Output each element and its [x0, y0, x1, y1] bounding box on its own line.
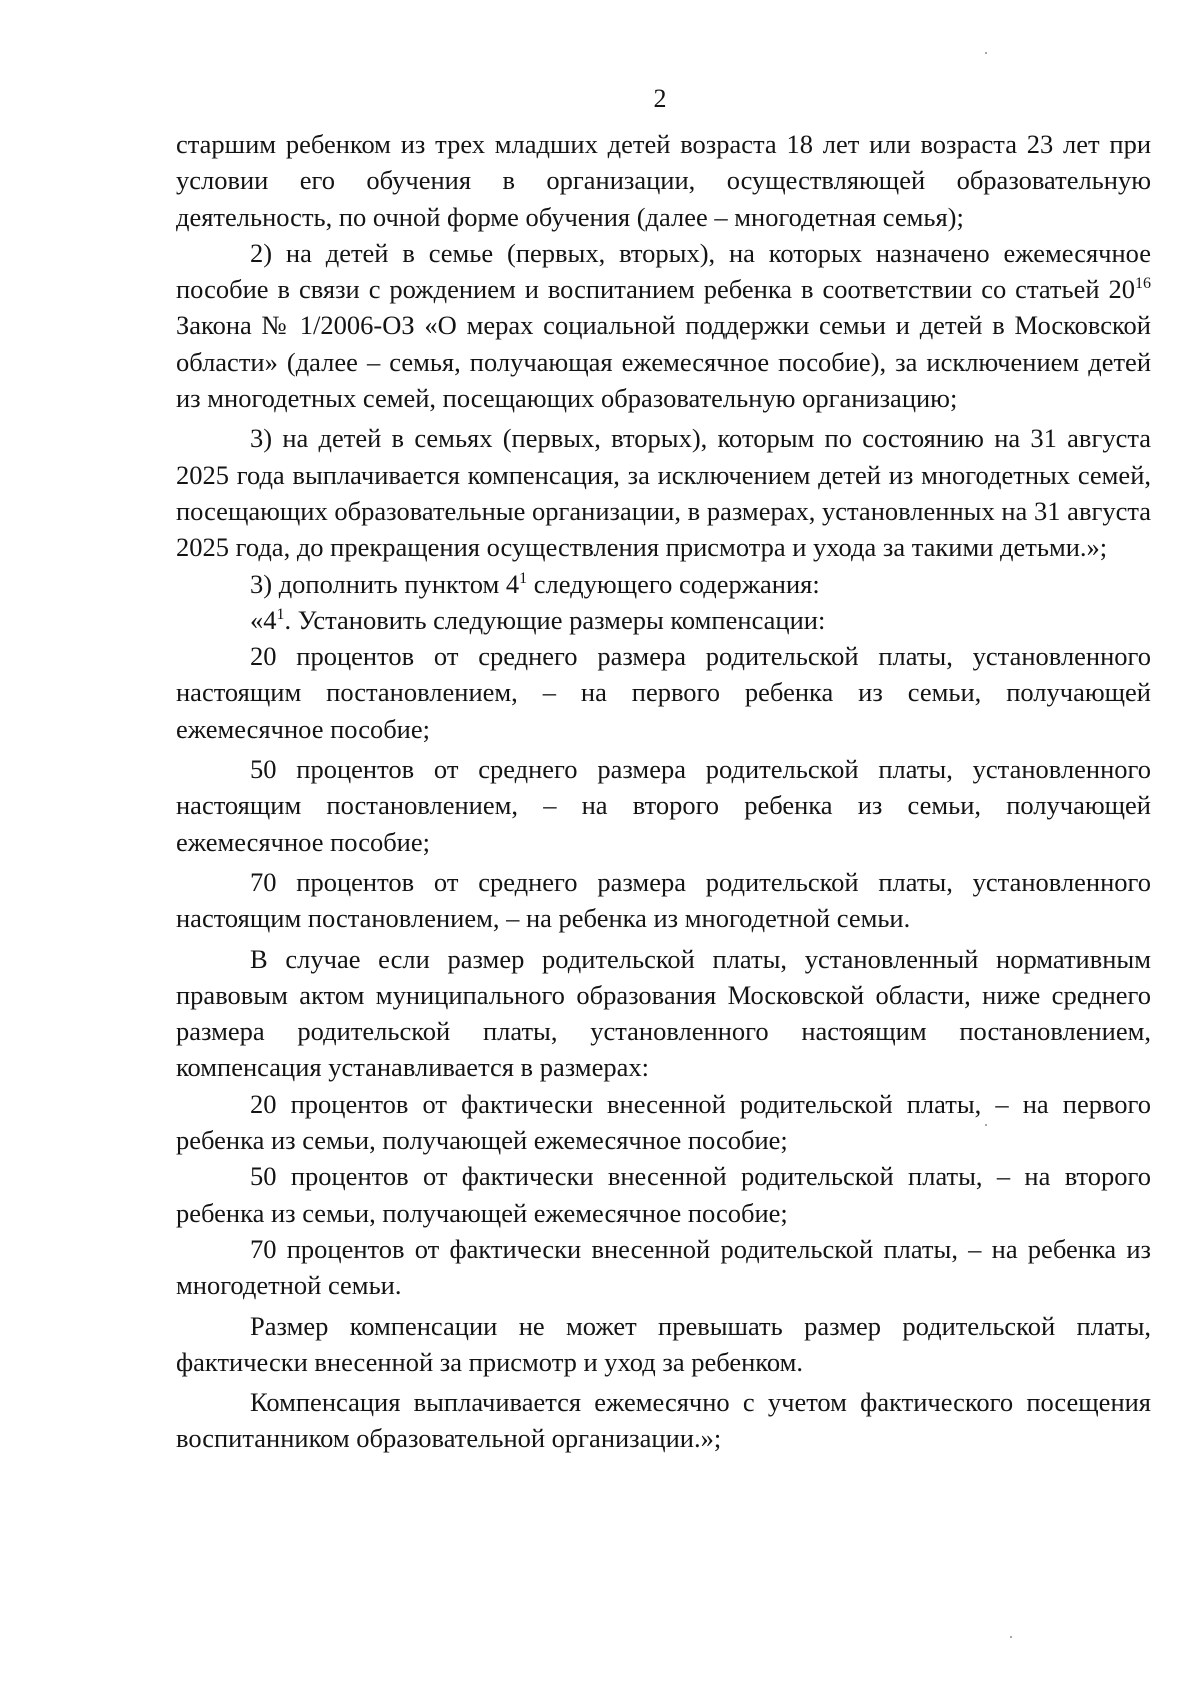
paragraph-text: В случае если размер родительской платы, установленный нормативным правовым актом муниципального образования Московской области, ниже среднего размера родительской платы, установленного настоящим постановлением, компенсация устанавливается в размерах:	[176, 943, 1151, 1083]
paragraph-14	[176, 1384, 1151, 1457]
paragraph-text: Размер компенсации не может превышать размер родительской платы, фактически внесенной за присмотр и уход за ребенком.	[176, 1310, 1151, 1377]
paragraph-1	[176, 126, 1151, 235]
paragraph-9	[176, 941, 1151, 1086]
paragraph-text: 70 процентов от фактически внесенной родительской платы, – на ребенка из многодетной семьи.	[176, 1233, 1151, 1301]
paragraph-8	[176, 864, 1151, 937]
paragraph-2	[176, 235, 1151, 416]
scan-speck	[985, 52, 987, 54]
paragraph-3	[176, 420, 1151, 565]
paragraph-text: следующего содержания:	[527, 568, 820, 599]
paragraph-7	[176, 751, 1151, 860]
paragraph-4	[176, 566, 1151, 602]
paragraph-text: 2) на детей в семье (первых, вторых), на которых назначено ежемесячное пособие в связи с рождением и воспитанием ребенка в соответствии со статьей 20	[176, 237, 1151, 305]
paragraph-text: 20 процентов от среднего размера родительской платы, установленного настоящим постановлением, – на первого ребенка из семьи, получающей ежемесячное пособие;	[176, 641, 1151, 744]
scan-speck	[1010, 1636, 1012, 1638]
superscript: 16	[1135, 275, 1151, 293]
paragraph-12	[176, 1231, 1151, 1304]
paragraph-11	[176, 1158, 1151, 1231]
paragraph-text: Компенсация выплачивается ежемесячно с учетом фактического посещения воспитанником образовательной организации.»;	[176, 1387, 1151, 1454]
paragraph-text: 50 процентов от фактически внесенной родительской платы, – на второго ребенка из семьи, получающей ежемесячное пособие;	[176, 1161, 1151, 1228]
paragraph-text: 3) на детей в семьях (первых, вторых), которым по состоянию на 31 августа 2025 года выплачивается компенсация, за исключением детей из многодетных семей, посещающих образовательные организации, в размерах, установленных на 31 августа 2025 года, до прекращения осуществления присмотра и ухода за такими детьми.»;	[176, 423, 1151, 563]
paragraph-10	[176, 1086, 1151, 1159]
superscript: 1	[276, 606, 285, 624]
paragraph-5	[176, 602, 1151, 638]
paragraph-text: 3) дополнить пунктом 4	[250, 568, 520, 599]
paragraph-text: Закона № 1/2006-ОЗ «О мерах социальной поддержки семьи и детей в Московской области» (далее – семья, получающая ежемесячное пособие), за исключением детей из многодетных семей, посещающих образовательную организацию;	[176, 310, 1151, 414]
paragraph-text: «4	[250, 604, 277, 635]
paragraph-text: 20 процентов от фактически внесенной родительской платы, – на первого ребенка из семьи, получающей ежемесячное пособие;	[176, 1088, 1151, 1156]
paragraph-6	[176, 638, 1151, 747]
scan-speck	[985, 1124, 987, 1126]
page-number: 2	[653, 84, 667, 113]
paragraph-text: . Установить следующие размеры компенсации:	[284, 604, 826, 635]
superscript: 1	[519, 569, 528, 587]
paragraph-13	[176, 1308, 1151, 1381]
paragraph-text: 70 процентов от среднего размера родительской платы, установленного настоящим постановлением, – на ребенка из многодетной семьи.	[176, 866, 1151, 934]
paragraph-text: 50 процентов от среднего размера родительской платы, установленного настоящим постановлением, – на второго ребенка из семьи, получающей ежемесячное пособие;	[176, 754, 1151, 857]
paragraph-text: старшим ребенком из трех младших детей возраста 18 лет или возраста 23 лет при условии его обучения в организации, осуществляющей образовательную деятельность, по очной форме обучения (далее – многодетная семья);	[176, 129, 1151, 232]
document-body	[176, 126, 1151, 1457]
